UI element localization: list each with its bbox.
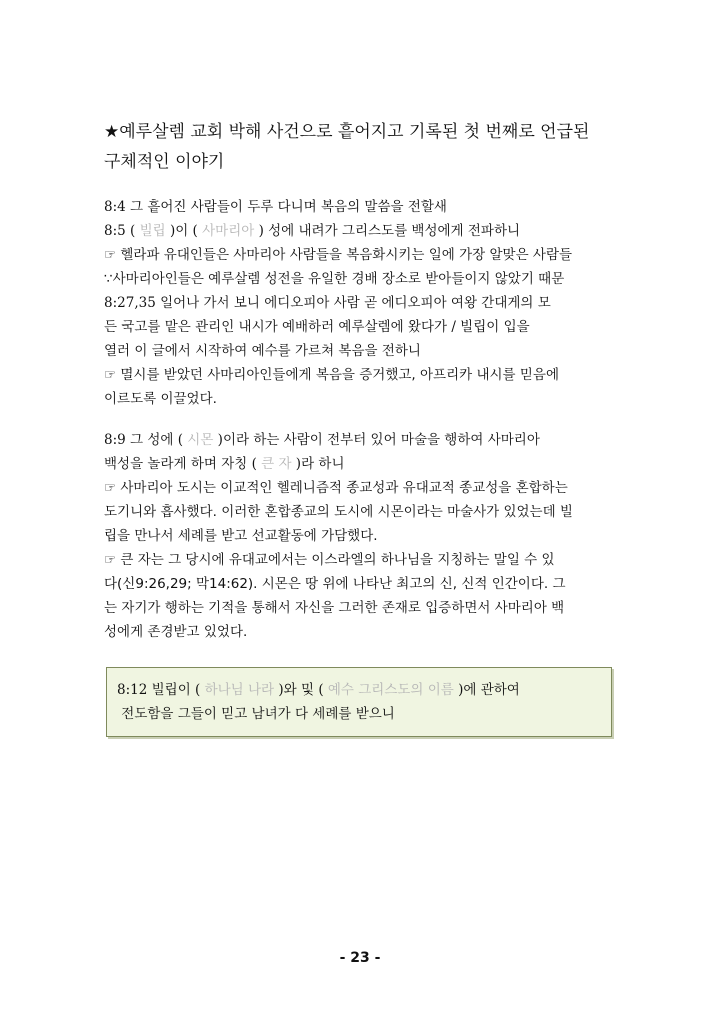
note-great-one-line-2: 다(신9:26,29; 막14:62). 시몬은 땅 위에 나타난 최고의 신, 신적 인간이다. 그 [104, 576, 566, 592]
verse-8-4: 8:4 그 흩어진 사람들이 두루 다니며 복음의 말씀을 전할새 [104, 199, 447, 215]
section-heading [104, 117, 620, 177]
note-hellenist: ☞ 헬라파 유대인들은 사마리아 사람들을 복음화시키는 일에 가장 알맞은 사람들 [104, 247, 573, 263]
verse-8-12-line-2: 전도함을 그들이 믿고 남녀가 다 세례를 받으니 [117, 706, 395, 722]
page-number: - 23 - [339, 950, 381, 966]
note-great-one-line-3: 는 자기가 행하는 기적을 통해서 자신을 그러한 존재로 입증하면서 사마리아 백 [104, 600, 565, 616]
heading-line-1: ★예루살렘 교회 박해 사건으로 흩어지고 기록된 첫 번째로 언급된 [104, 122, 590, 142]
answer-blank-jesus-name: 예수 그리스도의 이름 [327, 682, 454, 698]
answer-blank-great-one: 큰 자 [261, 456, 292, 472]
note-great-one-line-1: ☞ 큰 자는 그 당시에 유대교에서는 이스라엘의 하나님을 지칭하는 말일 수 있 [104, 552, 555, 568]
verse-8-5 [104, 219, 620, 243]
verse-8-5-prefix: 8:5 ( [104, 223, 140, 239]
note-great-one-line-4: 성에게 존경받고 있었다. [104, 624, 248, 640]
verse-8-12-box [106, 667, 612, 737]
answer-blank-philip: 빌립 [139, 223, 166, 239]
verse-8-9-line-2 [104, 452, 620, 476]
verse-8-12-prefix: 8:12 빌립이 ( [117, 682, 205, 698]
note-samaria-city-line-1: ☞ 사마리아 도시는 이교적인 헬레니즘적 종교성과 유대교적 종교성을 혼합하는 [104, 480, 568, 496]
verse-8-12-suffix: )에 관하여 [453, 682, 520, 698]
verse-8-5-mid: )이 ( [165, 223, 203, 239]
verse-8-9-line-2-suffix: )라 하니 [291, 456, 345, 472]
note-samaritans: ∵사마리아인들은 예루살렘 성전을 유일한 경배 장소로 받아들이지 않았기 때문 [104, 271, 565, 287]
verse-8-12-mid: )와 및 ( [274, 682, 328, 698]
verse-8-12-line-1 [117, 678, 601, 702]
verse-8-27-line-2: 든 국고를 맡은 관리인 내시가 예배하러 예루살렘에 왔다가 / 빌립이 입을 [104, 319, 530, 335]
note-eunuch-line-1: ☞ 멸시를 받았던 사마리아인들에게 복음을 증거했고, 아프리카 내시를 믿음에 [104, 367, 559, 383]
verse-8-9-suffix: )이라 하는 사람이 전부터 있어 마술을 행하여 사마리아 [213, 432, 540, 448]
note-samaria-city-line-2: 도기니와 흡사했다. 이러한 혼합종교의 도시에 시몬이라는 마술사가 있었는데 빌 [104, 504, 573, 520]
heading-line-2: 구체적인 이야기 [104, 152, 225, 172]
note-eunuch-line-2: 이르도록 이끌었다. [104, 391, 217, 407]
verse-8-9-prefix: 8:9 그 성에 ( [104, 432, 188, 448]
verse-8-9-line-1 [104, 428, 620, 452]
section-1 [104, 195, 620, 411]
answer-blank-kingdom: 하나님 나라 [204, 682, 275, 698]
note-samaria-city-line-3: 립을 만나서 세례를 받고 선교활동에 가담했다. [104, 528, 378, 544]
verse-8-27-line-1: 8:27,35 일어나 가서 보니 에디오피아 사람 곧 에디오피아 여왕 간대게의 모 [104, 295, 551, 311]
verse-8-9-line-2-prefix: 백성을 놀라게 하며 자칭 ( [104, 456, 262, 472]
answer-blank-samaria: 사마리아 [202, 223, 255, 239]
verse-8-27-line-3: 열러 이 글에서 시작하여 예수를 가르쳐 복음을 전하니 [104, 343, 421, 359]
section-2 [104, 428, 620, 644]
verse-8-5-suffix: ) 성에 내려가 그리스도를 백성에게 전파하니 [254, 223, 521, 239]
answer-blank-simon: 시몬 [187, 432, 214, 448]
